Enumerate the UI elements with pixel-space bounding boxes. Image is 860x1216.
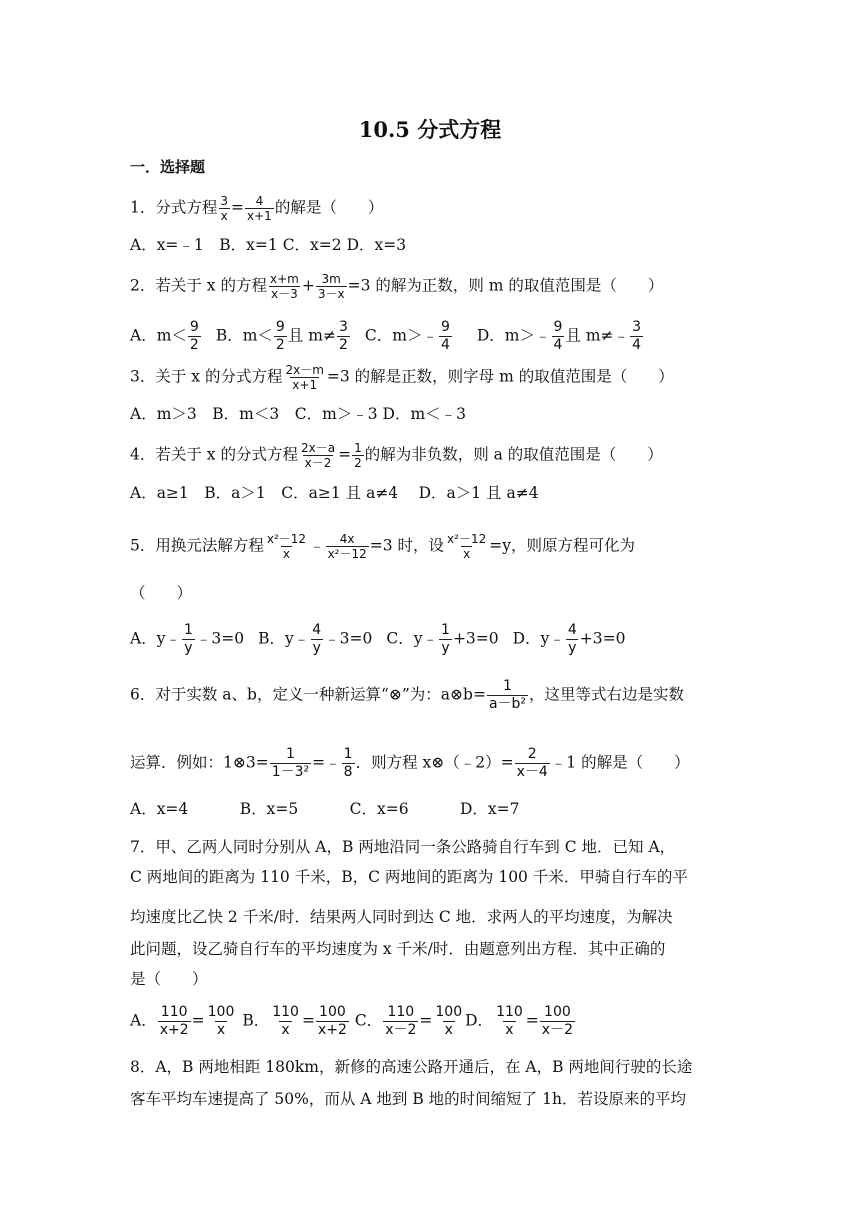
q7-line-2: C 两地间的距离为 110 千米，B，C 两地间的距离为 100 千米．甲骑自行车的平 [130,868,688,886]
q2-fraction-2: $\frac{3m}{3-x}$ [317,272,345,301]
q6-options: A．x=4 B．x=5 C．x=6 D．x=7 [130,800,520,818]
q6-line-2: 运算．例如：1⊗3= $\frac{1}{\text{1－3²}}$ =﹣ $\frac{1}{8}$ ．则方程 x⊗（﹣2）= $\frac{2}{x-4}$ ﹣1 的解是（ ） [130,746,690,780]
q4-options: A．a≥1 B．a＞1 C．a≥1 且 a≠4 D．a＞1 且 a≠4 [130,484,539,502]
q1-text: 1．分式方程 [130,198,218,217]
q2-options: A．m＜ $\frac{9}{2}$ B．m＜ $\frac{9}{2}$ 且 m≠ $\frac{3}{2}$ C．m＞﹣ $\frac{9}{4}$ D．m＞﹣ $\frac{9}{4}$ 且 m≠﹣ $\frac{3}{4}$ [130,319,641,353]
question-2: 2．若关于 x 的方程 $\frac{x+m}{x-3}$ + $\frac{3m}{3-x}$ =3 的解为正数，则 m 的取值范围是（ ） [130,272,664,301]
q8-line-1: 8．A，B 两地相距 180km，新修的高速公路开通后，在 A，B 两地间行驶的长途 [130,1058,693,1076]
q3-fraction: $\frac{2x-m}{x+1}$ [285,363,324,392]
q7-line-1: 7．甲、乙两人同时分别从 A，B 两地沿同一条公路骑自行车到 C 地．已知 A， [130,838,676,856]
q7-line-4: 此问题，设乙骑自行车的平均速度为 x 千米/时．由题意列出方程．其中正确的 [130,940,666,958]
q5-paren: （ ） [130,584,193,602]
question-6: 6．对于实数 a、b，定义一种新运算“⊗”为：a⊗b= $\frac{1}{\text{a－b²}}$ ，这里等式右边是实数 [130,678,685,712]
question-5: 5．用换元法解方程 $\frac{\text{x²－12}}{x}$ ﹣ $\frac{4x}{\text{x²－12}}$ =3 时，设 $\frac{\text{x²－12}}{x}$ =y，则原方程可化为 [130,532,635,561]
q5-options: A．y﹣ $\frac{1}{y}$ ﹣3=0 B．y﹣ $\frac{4}{y}$ ﹣3=0 C．y﹣ $\frac{1}{y}$ +3=0 D．y﹣ $\frac{4}{y}$ +3=0 [130,622,626,656]
q7-line-3: 均速度比乙快 2 千米/时．结果两人同时到达 C 地．求两人的平均速度，为解决 [130,908,673,926]
q3-options: A．m＞3 B．m＜3 C．m＞﹣3 D．m＜﹣3 [130,405,467,423]
q7-options: A． $\frac{110}{x+2}$ = $\frac{100}{x}$ B． $\frac{110}{x}$ = $\frac{100}{x+2}$ C． $\frac{110}{x-2}$ = $\frac{100}{x}$ D． $\frac{110}{x}$ = $\frac{100}{x-2}$ [130,1004,573,1038]
q1-fraction-left: $\frac{3}{x}$ [220,194,229,223]
section-heading: 一．选择题 [130,158,206,176]
q1-fraction-right: $\frac{4}{x+1}$ [247,194,272,223]
question-3: 3．关于 x 的分式方程 $\frac{2x-m}{x+1}$ =3 的解是正数，则字母 m 的取值范围是（ ） [130,363,674,392]
question-4: 4．若关于 x 的分式方程 $\frac{2x-a}{x-2}$ = $\frac{1}{2}$ 的解为非负数，则 a 的取值范围是（ ） [130,441,663,470]
page-title: 10.5 分式方程 [358,117,502,142]
q7-line-5: 是（ ） [130,970,208,988]
q1-options: A．x=﹣1 B．x=1 C．x=2 D．x=3 [130,236,407,254]
q8-line-2: 客车平均车速提高了 50%，而从 A 地到 B 地的时间缩短了 1h．若设原来的平均 [130,1090,686,1108]
q2-fraction-1: $\frac{x+m}{x-3}$ [269,272,299,301]
question-1: 1．分式方程 $\frac{3}{x}$ = $\frac{4}{x+1}$ 的解是（ ） [130,194,384,223]
